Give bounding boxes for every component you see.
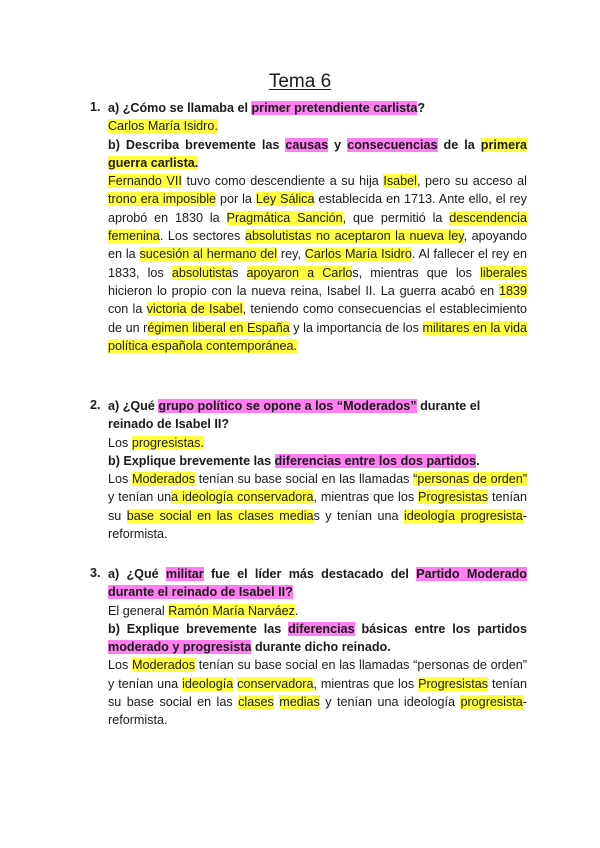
text-run: fue el líder más destacado del (203, 567, 417, 581)
yellow-highlighted-text: Ramón María Narváez (168, 603, 295, 618)
question-2 (108, 397, 527, 543)
yellow-highlighted-text: base social en las clases media (126, 508, 314, 523)
yellow-highlighted-text: Moderados (132, 472, 196, 487)
q3-b-question (108, 620, 527, 657)
yellow-highlighted-text: Moderados (132, 658, 196, 673)
text-run: , mientras que los (313, 490, 419, 505)
q3-a-answer (108, 602, 527, 620)
text-run: durante dicho reinado. (251, 640, 391, 655)
text-run: . Los sectores (159, 229, 245, 244)
yellow-highlighted-text: militares en la vida política española contemporánea. (108, 320, 528, 353)
yellow-highlighted-text: trono era imposible (108, 192, 217, 207)
text-run: de la (437, 137, 481, 152)
yellow-highlighted-text: Carlos María Isidro. (108, 119, 218, 134)
yellow-highlighted-text: “personas de orden” (413, 472, 527, 487)
text-run: y tenían un (108, 490, 172, 505)
text-run: , que permitió la (342, 210, 450, 225)
text-run: por la (216, 192, 256, 207)
yellow-highlighted-text: clases (238, 695, 274, 710)
text-run: hicieron lo propio con la nueva reina, Isabel II. La guerra acabó en (108, 283, 499, 298)
yellow-highlighted-text: absolutista (171, 265, 233, 280)
yellow-highlighted-text: a ideología conservadora (171, 490, 314, 505)
pink-highlighted-text: moderado y progresista (108, 640, 252, 655)
text-run: tenían su base social en las llamadas (195, 472, 414, 487)
text-run: -reformista. (108, 508, 527, 542)
text-run: Los (108, 435, 132, 450)
text-run: y la importancia de los (289, 320, 423, 335)
text-run: , apoyando en la (108, 229, 527, 262)
text-run: a) ¿Qué (108, 567, 166, 581)
yellow-highlighted-text: égimen liberal en España (147, 320, 290, 335)
text-run: ? (417, 101, 426, 115)
text-run: durante el reinado de Isabel II? (108, 399, 481, 432)
text-run: , pero su acceso al (416, 174, 527, 189)
q1-a-answer (108, 117, 527, 135)
question-1 (108, 99, 527, 355)
text-run: tenían su base social en las (108, 676, 527, 710)
pink-highlighted-text: militar (165, 567, 204, 581)
yellow-highlighted-text: apoyaron a Carlo (246, 265, 353, 280)
yellow-highlighted-text: ideología progresista (403, 508, 523, 523)
text-run: básicas entre los partidos (354, 621, 527, 636)
text-run: a) ¿Cómo se llamaba el (108, 101, 252, 115)
text-run: tuvo como descendiente a su hija (181, 174, 384, 189)
pink-highlighted-text: Partido Moderado durante el reinado de Isabel II? (108, 567, 527, 600)
yellow-highlighted-text: medias (279, 695, 320, 710)
text-run: y (328, 137, 348, 152)
text-run: rey, (277, 247, 305, 262)
yellow-highlighted-text: Isabel (383, 174, 417, 189)
q3-b-answer (108, 656, 527, 729)
q2-b-question (108, 452, 527, 470)
yellow-highlighted-text: Pragmática Sanción (226, 210, 343, 225)
text-run: tenían su (108, 490, 527, 523)
text-run: . (476, 453, 480, 468)
yellow-highlighted-text: progresistas. (131, 435, 204, 450)
q2-a-question (108, 397, 527, 434)
q1-a-question (108, 99, 527, 117)
yellow-highlighted-text: Ley Sálica (255, 192, 315, 207)
question-2-number: 2. (90, 398, 101, 412)
yellow-highlighted-text: progresista (460, 695, 523, 710)
q1-b-answer (108, 172, 527, 355)
pink-highlighted-text: diferencias (288, 621, 355, 636)
text-run: con la (108, 302, 147, 317)
text-run: y tenían una ideología (319, 695, 461, 710)
yellow-highlighted-text: liberales (480, 265, 527, 280)
q2-a-answer (108, 434, 527, 452)
text-run: , teniendo como consecuencias el establecimiento de un r (108, 302, 527, 335)
text-run: Los (108, 658, 133, 673)
pink-highlighted-text: primer pretendiente carlista (251, 101, 418, 115)
question-3-number: 3. (90, 566, 101, 580)
q3-a-question (108, 565, 527, 602)
yellow-highlighted-text: conservadora (237, 676, 314, 691)
yellow-highlighted-text: primera guerra carlista. (108, 137, 527, 170)
yellow-highlighted-text: sucesión al hermano del (139, 247, 278, 262)
text-run: a) ¿Qué (108, 399, 159, 413)
yellow-highlighted-text: ideología (182, 676, 234, 691)
text-run: El general (108, 603, 169, 618)
text-run: , mientras que los (313, 676, 419, 691)
text-run: Los (108, 472, 133, 487)
yellow-highlighted-text: victoria de Isabel (146, 302, 243, 317)
page-title: Tema 6 (268, 71, 332, 92)
text-run: . (294, 603, 299, 618)
q2-b-answer (108, 470, 527, 543)
pink-highlighted-text: grupo político se opone a los “Moderados” (158, 399, 417, 413)
text-run: -reformista. (108, 695, 527, 728)
yellow-highlighted-text: Fernando VII (108, 174, 182, 189)
question-1-number: 1. (90, 100, 101, 114)
yellow-highlighted-text: Progresistas (418, 676, 489, 691)
text-run: s, mientras que los (352, 265, 481, 280)
text-run: b) Describa brevemente las (108, 137, 286, 152)
text-run: establecida en 1713. Ante ello, el rey aprobó en 1830 la (108, 192, 527, 225)
text-run: s y tenían una (313, 508, 404, 523)
text-run: b) Explique brevemente las (108, 621, 289, 636)
yellow-highlighted-text: 1839 (498, 283, 527, 298)
text-run: b) Explique brevemente las (108, 453, 275, 468)
yellow-highlighted-text: Progresistas (418, 490, 489, 505)
pink-highlighted-text: diferencias entre los dos partidos (274, 453, 477, 468)
text-run: s (232, 265, 247, 280)
pink-highlighted-text: causas (285, 137, 329, 152)
text-run: tenían su base social en las llamadas “personas de orden” y tenían una (108, 658, 527, 691)
yellow-highlighted-text: Carlos María Isidro (304, 247, 412, 262)
q1-b-question (108, 136, 527, 173)
yellow-highlighted-text: absolutistas no aceptaron la nueva ley (244, 229, 464, 244)
pink-highlighted-text: consecuencias (347, 137, 438, 152)
question-3 (108, 565, 527, 730)
yellow-highlighted-text: descendencia femenina (108, 210, 527, 244)
text-run: . Al fallecer el rey en 1833, los (108, 247, 527, 280)
